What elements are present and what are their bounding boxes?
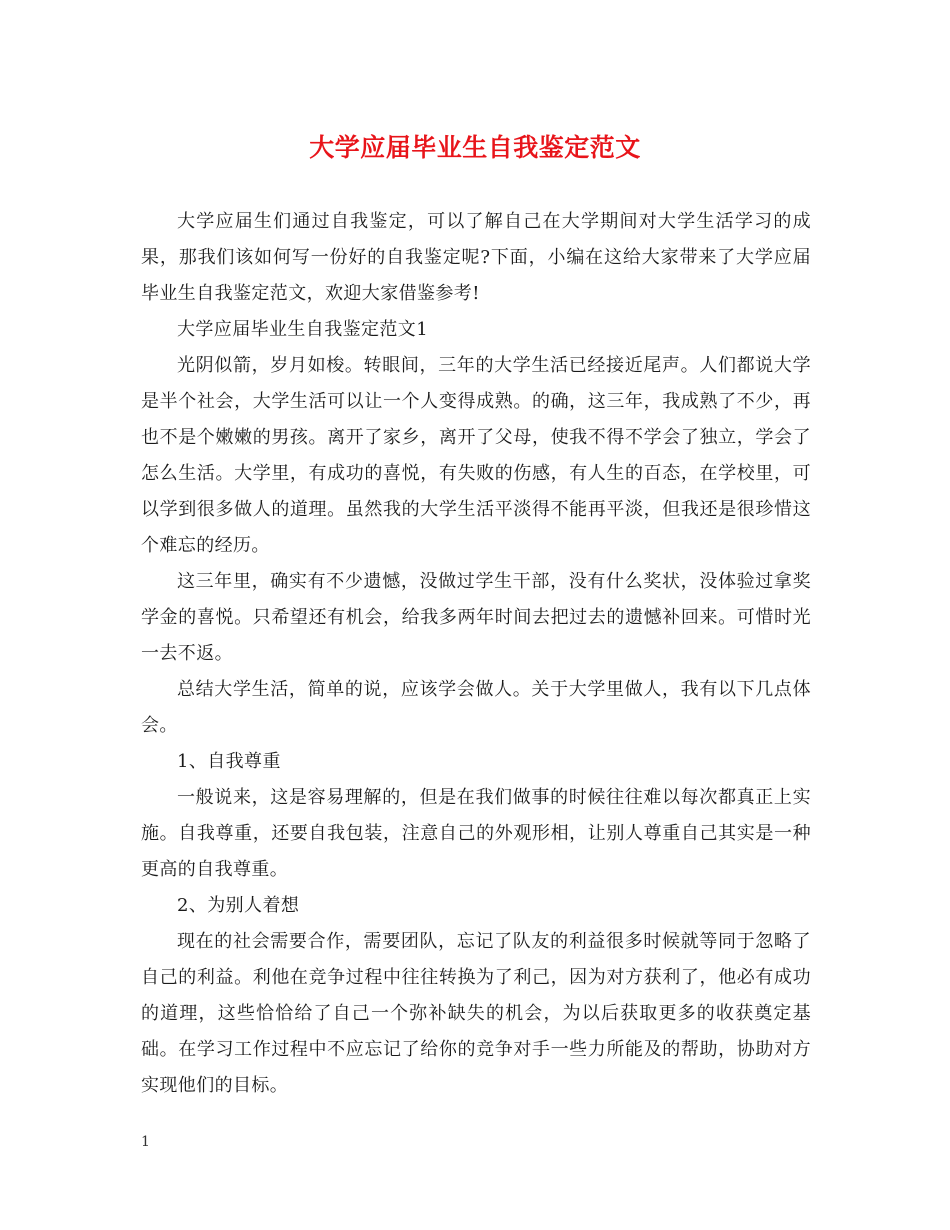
body-paragraph: 这三年里，确实有不少遗憾，没做过学生干部，没有什么奖状，没体验过拿奖学金的喜悦。只希望还有机会，给我多两年时间去把过去的遗憾补回来。可惜时光一去不返。 [141, 571, 811, 664]
section-heading: 大学应届毕业生自我鉴定范文1 [177, 319, 429, 340]
document-body [141, 204, 811, 1104]
page-number: 1 [141, 1134, 150, 1150]
intro-paragraph: 大学应届生们通过自我鉴定，可以了解自己在大学期间对大学生活学习的成果，那我们该如何写一份好的自我鉴定呢?下面，小编在这给大家带来了大学应届毕业生自我鉴定范文，欢迎大家借鉴参考! [141, 211, 811, 304]
point-heading: 2、为别人着想 [177, 895, 300, 916]
point-heading: 1、自我尊重 [177, 751, 281, 772]
body-paragraph: 总结大学生活，简单的说，应该学会做人。关于大学里做人，我有以下几点体会。 [141, 679, 811, 736]
body-paragraph: 现在的社会需要合作，需要团队，忘记了队友的利益很多时候就等同于忽略了自己的利益。利他在竞争过程中往往转换为了利己，因为对方获利了，他必有成功的道理，这些恰恰给了自己一个弥补缺失的机会，为以后获取更多的收获奠定基础。在学习工作过程中不应忘记了给你的竞争对手一些力所能及的帮助，协助对方实现他们的目标。 [141, 931, 811, 1096]
body-paragraph: 光阴似箭，岁月如梭。转眼间，三年的大学生活已经接近尾声。人们都说大学是半个社会，大学生活可以让一个人变得成熟。的确，这三年，我成熟了不少，再也不是个嫩嫩的男孩。离开了家乡，离开了父母，使我不得不学会了独立，学会了怎么生活。大学里，有成功的喜悦，有失败的伤感，有人生的百态，在学校里，可以学到很多做人的道理。虽然我的大学生活平淡得不能再平淡，但我还是很珍惜这个难忘的经历。 [141, 355, 811, 556]
page-title: 大学应届毕业生自我鉴定范文 [309, 133, 641, 162]
body-paragraph: 一般说来，这是容易理解的，但是在我们做事的时候往往难以每次都真正上实施。自我尊重，还要自我包装，注意自己的外观形相，让别人尊重自己其实是一种更高的自我尊重。 [141, 787, 811, 880]
